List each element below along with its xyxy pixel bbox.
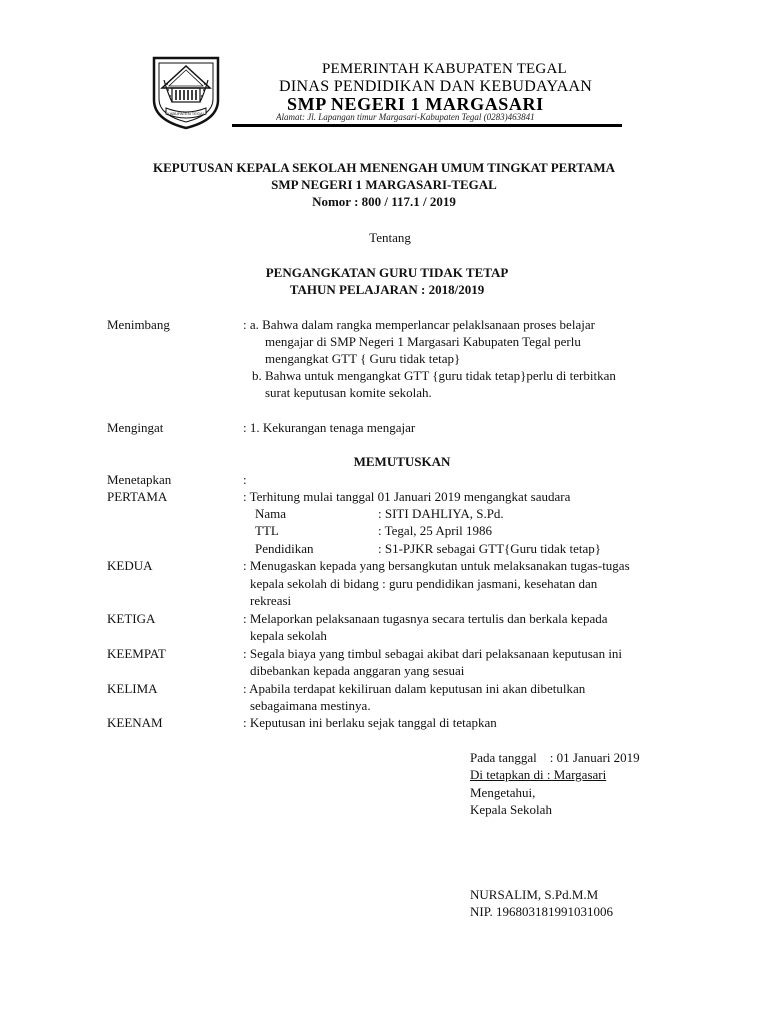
letterhead-school-name: SMP NEGERI 1 MARGASARI — [287, 94, 544, 114]
keenam-line1: : Keputusan ini berlaku sejak tanggal di tetapkan — [243, 715, 497, 730]
kelima-line1: : Apabila terdapat kekiliruan dalam keputusan ini akan dibetulkan — [243, 681, 586, 696]
menimbang-a-line3: mengangkat GTT { Guru tidak tetap} — [265, 351, 461, 366]
letterhead-government: PEMERINTAH KABUPATEN TEGAL — [322, 61, 567, 77]
menimbang-b-line1: b. Bahwa untuk mengangkat GTT {guru tidak tetap}perlu di terbitkan — [252, 368, 616, 383]
signatory-nip: NIP. 196803181991031006 — [470, 904, 614, 919]
kelima-label: KELIMA — [107, 681, 158, 696]
keempat-line2: dibebankan kepada anggaran yang sesuai — [250, 663, 465, 678]
signatory-name: NURSALIM, S.Pd.M.M — [470, 887, 599, 902]
field-key-ttl: TTL — [255, 523, 279, 538]
menetapkan-colon: : — [243, 472, 247, 487]
decree-title-line1: KEPUTUSAN KEPALA SEKOLAH MENENGAH UMUM TINGKAT PERTAMA — [152, 160, 616, 175]
kedua-line3: rekreasi — [250, 593, 292, 608]
pertama-text: : Terhitung mulai tanggal 01 Januari 2019 mengangkat saudara — [243, 489, 571, 504]
kedua-line2: kepala sekolah di bidang : guru pendidikan jasmani, kesehatan dan — [250, 576, 598, 591]
regency-emblem-logo — [148, 54, 224, 130]
menimbang-label: Menimbang — [107, 317, 170, 332]
emblem-banner-text: KABUPATEN TEGAL — [167, 111, 205, 116]
keenam-label: KEENAM — [107, 715, 163, 730]
field-value-nama: : SITI DAHLIYA, S.Pd. — [378, 506, 504, 521]
mengingat-text: : 1. Kekurangan tenaga mengajar — [243, 420, 416, 435]
field-value-pendidikan: : S1-PJKR sebagai GTT{Guru tidak tetap} — [378, 541, 601, 556]
menimbang-a-line1: : a. Bahwa dalam rangka memperlancar pelaklsanaan proses belajar — [243, 317, 595, 332]
menimbang-a-line2: mengajar di SMP Negeri 1 Margasari Kabupaten Tegal perlu — [265, 334, 581, 349]
decree-title-line2: SMP NEGERI 1 MARGASARI-TEGAL — [271, 177, 497, 192]
ketiga-label: KETIGA — [107, 611, 156, 626]
pertama-label: PERTAMA — [107, 489, 168, 504]
letterhead-address: Alamat: Jl. Lapangan timur Margasari-Kabupaten Tegal (0283)463841 — [276, 112, 535, 122]
keempat-label: KEEMPAT — [107, 646, 166, 661]
field-value-ttl: : Tegal, 25 April 1986 — [378, 523, 493, 538]
kedua-line1: : Menugaskan kepada yang bersangkutan untuk melaksanakan tugas-tugas — [243, 558, 630, 573]
letterhead-rule — [232, 124, 622, 127]
signature-place: Di tetapkan di : Margasari — [470, 767, 607, 782]
menetapkan-label: Menetapkan — [107, 472, 172, 487]
ketiga-line2: kepala sekolah — [250, 628, 327, 643]
signature-position: Kepala Sekolah — [470, 802, 552, 817]
decree-about: Tentang — [369, 230, 411, 245]
decree-number: Nomor : 800 / 117.1 / 2019 — [312, 194, 456, 209]
keempat-line1: : Segala biaya yang timbul sebagai akibat dari pelaksanaan keputusan ini — [243, 646, 623, 661]
field-key-pendidikan: Pendidikan — [255, 541, 314, 556]
ketiga-line1: : Melaporkan pelaksanaan tugasnya secara tertulis dan berkala kepada — [243, 611, 608, 626]
signature-known: Mengetahui, — [470, 785, 536, 800]
signature-date: Pada tanggal : 01 Januari 2019 — [470, 750, 640, 765]
decree-subject-line1: PENGANGKATAN GURU TIDAK TETAP — [265, 265, 509, 280]
decree-subject-line2: TAHUN PELAJARAN : 2018/2019 — [289, 282, 485, 297]
kedua-label: KEDUA — [107, 558, 153, 573]
mengingat-label: Mengingat — [107, 420, 164, 435]
kelima-line2: sebagaimana mestinya. — [250, 698, 371, 713]
memutuskan-heading: MEMUTUSKAN — [353, 454, 451, 469]
field-key-nama: Nama — [255, 506, 287, 521]
menimbang-b-line2: surat keputusan komite sekolah. — [265, 385, 432, 400]
letterhead-department: DINAS PENDIDIKAN DAN KEBUDAYAAN — [279, 78, 593, 95]
